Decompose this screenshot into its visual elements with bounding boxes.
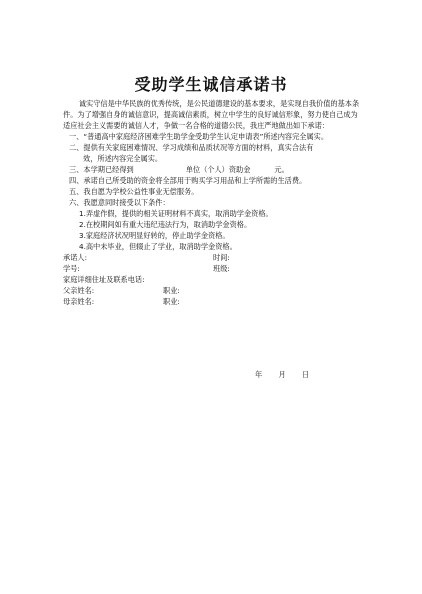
item-2 (63, 142, 363, 164)
class-label: 班级: (213, 264, 230, 273)
condition-2: 2.在校期间如有重大违纪违法行为，取消助学金资格。 (79, 220, 252, 229)
mother-job-label: 职业: (163, 297, 180, 306)
item-3-part-2: 单位（个人）资助金 (185, 165, 251, 174)
student-id-label: 学号: (63, 264, 80, 273)
item-3 (63, 164, 363, 175)
address-label: 家庭详细住址及联系电话: (63, 275, 145, 284)
promisor-row (63, 252, 263, 263)
item-5: 五、我自愿为学校公益性事业无偿服务。 (69, 187, 199, 196)
item-1: 一、“普通高中家庭经济困难学生助学金受助学生认定申请表”所述内容完全属实。 (69, 132, 329, 141)
item-2-line-1: 二、提供有关家庭困难情况、学习成绩和品质状况等方面的材料，真实合法有 (69, 143, 314, 152)
item-4: 四、承诺自己所受助的资金将全部用于购买学习用品和上学所需的生活费。 (69, 176, 307, 185)
document-title: 受助学生诚信承诺书 (134, 75, 288, 94)
time-label: 时间: (213, 253, 230, 262)
document-body (63, 98, 363, 307)
father-name-label: 父亲姓名: (63, 286, 95, 295)
intro-paragraph: 诚实守信是中华民族的优秀传统，是公民道德建设的基本要求，是实现自我价值的基本条件。为了增强自身的诚信意识，提高诚信素质，树立中学生的良好诚信形象，努力使自己成为适应社会主义需要的诚信人才，争做一名合格的道德公民，我庄严地做出如下承诺： (63, 99, 360, 130)
mother-name-label: 母亲姓名: (63, 297, 95, 306)
condition-1: 1.弄虚作假，提供的相关证明材料不真实，取消助学金资格。 (79, 209, 273, 218)
student-id-row (63, 263, 263, 274)
father-row (63, 285, 263, 296)
promisor-label: 承诺人: (63, 253, 87, 262)
condition-3: 3.家庭经济状况明显好转的，停止助学金资格。 (79, 231, 230, 240)
father-job-label: 职业: (163, 286, 180, 295)
item-6: 六、我愿意同时接受以下条件： (69, 198, 170, 207)
item-3-part-1: 三、本学期已经得到 (69, 165, 134, 174)
condition-4: 4.高中未毕业，但辍止了学业，取消助学金资格。 (79, 242, 237, 251)
signature-date: 年 月 日 (255, 370, 310, 379)
item-3-part-3: 元。 (274, 165, 289, 174)
mother-row (63, 296, 263, 307)
item-2-line-2: 效，所述内容完全属实。 (83, 154, 163, 163)
